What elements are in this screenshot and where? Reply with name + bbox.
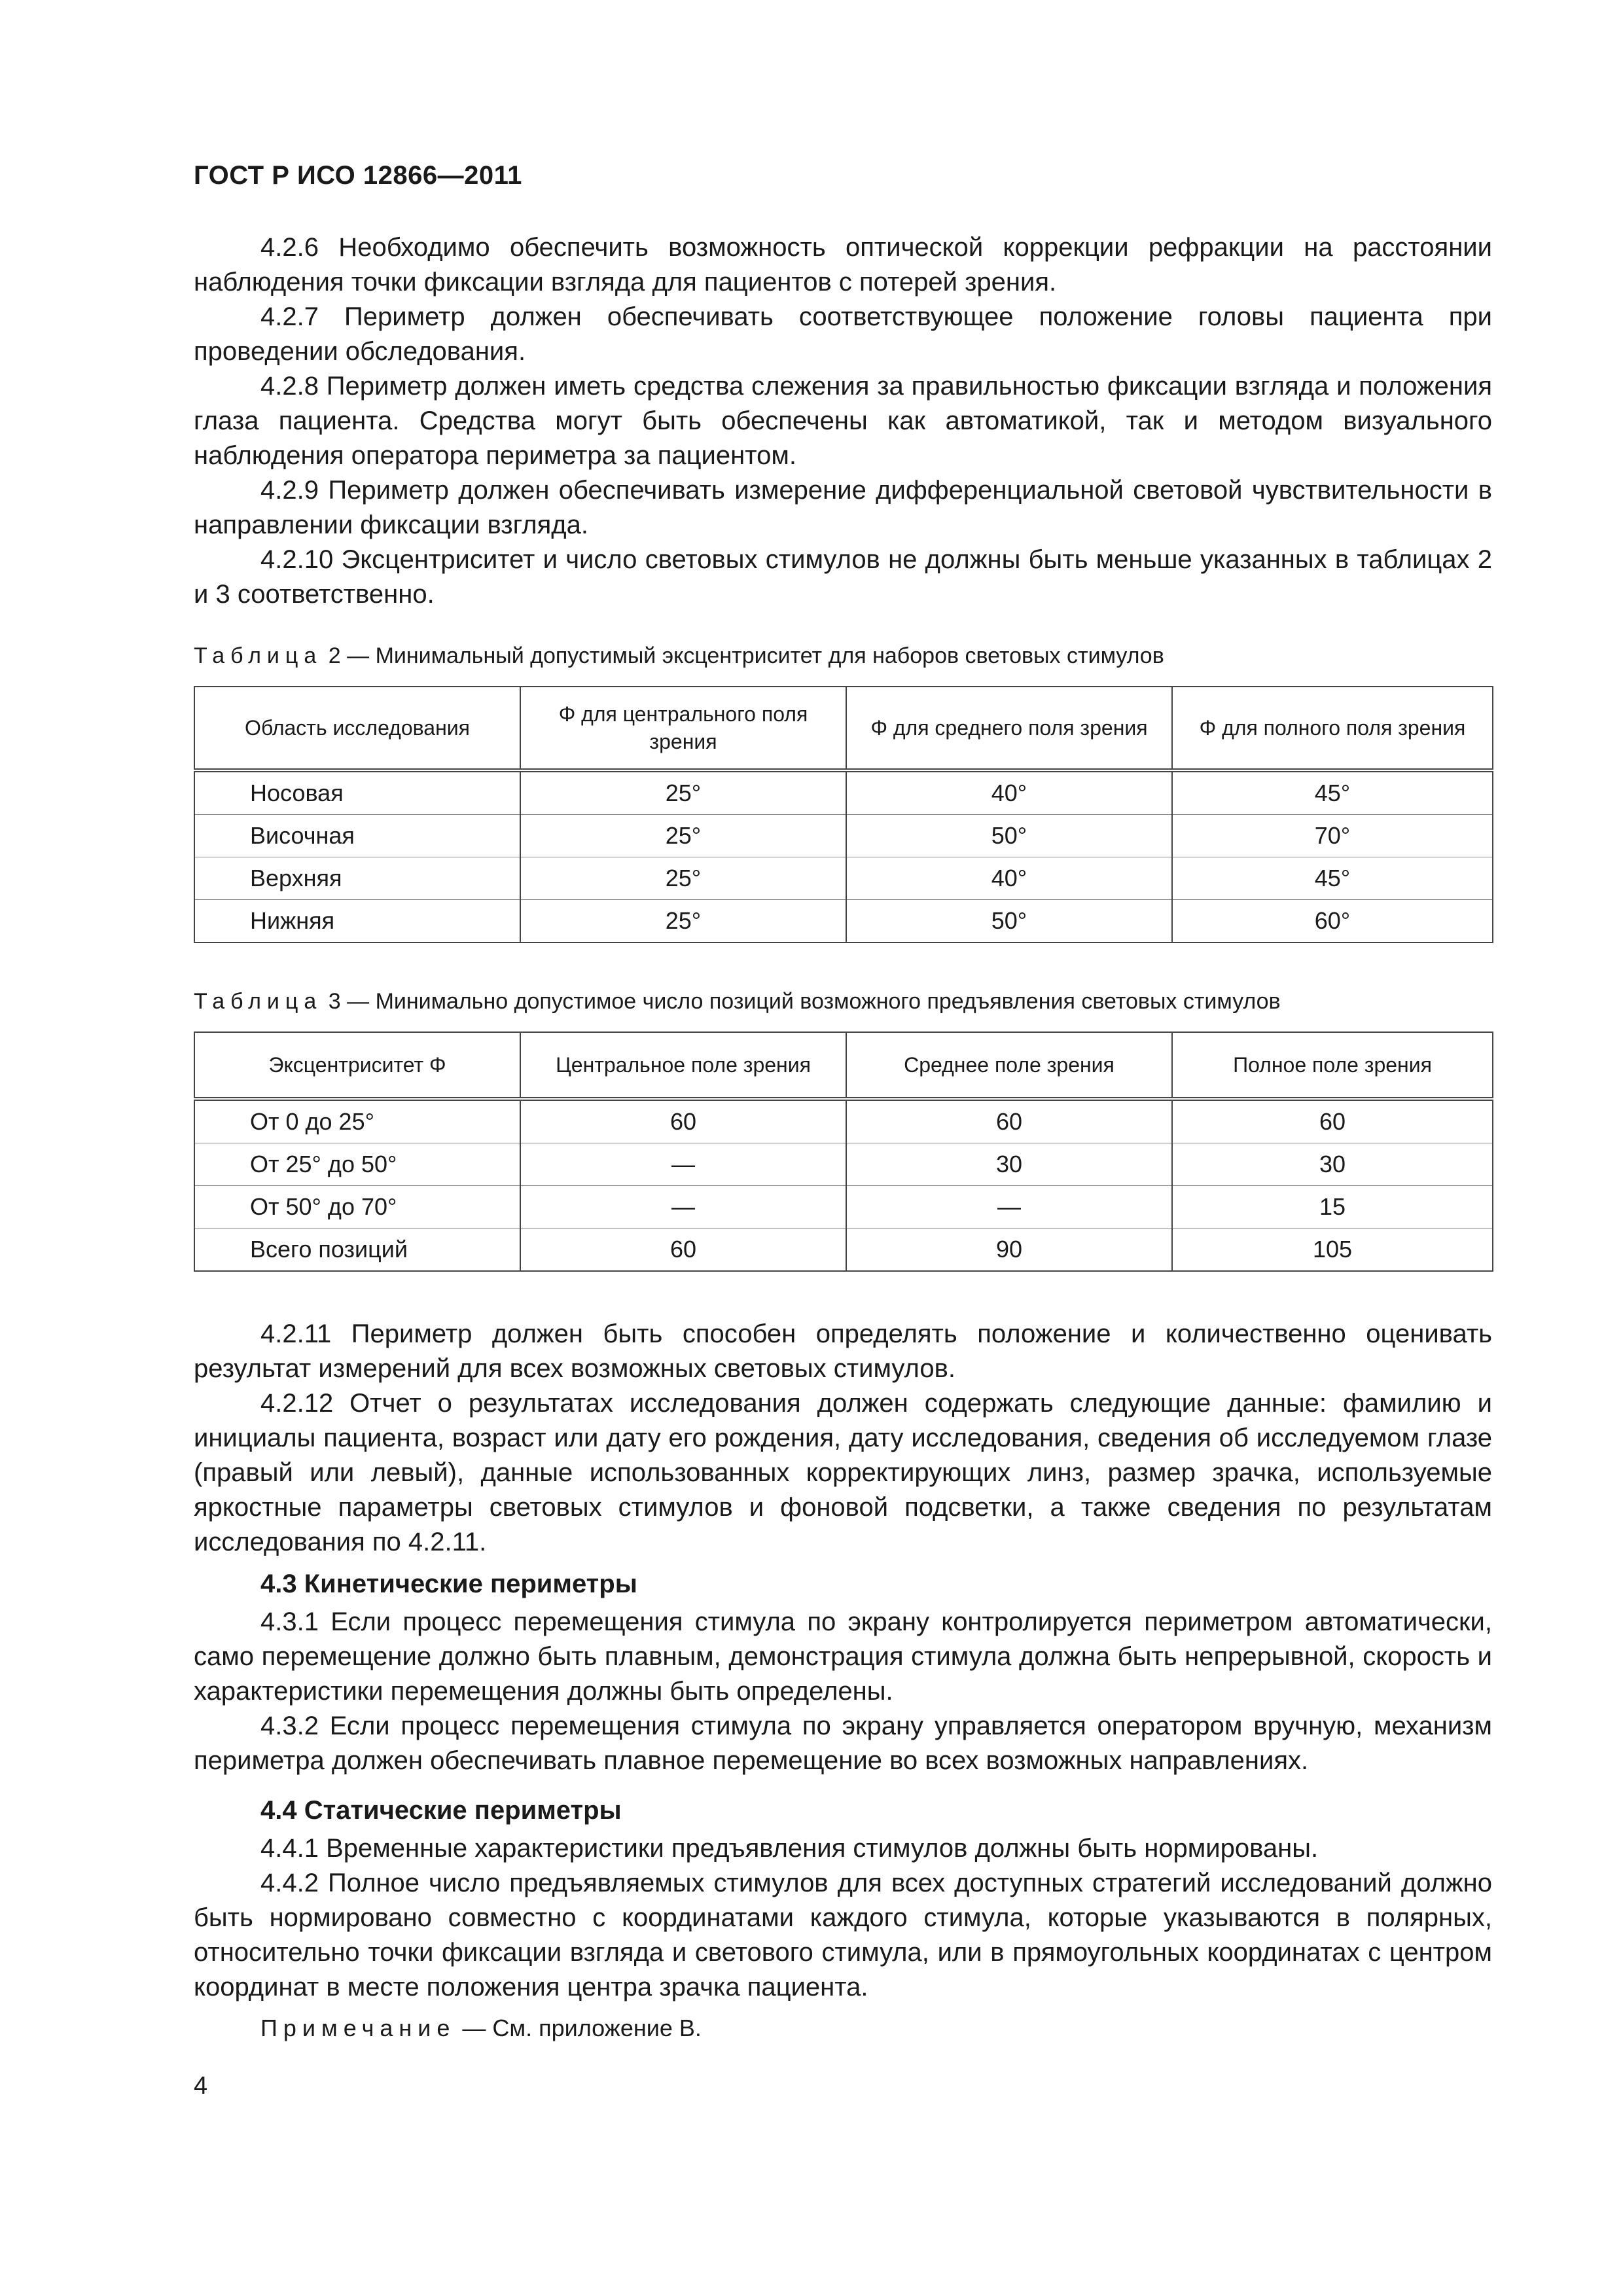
- table-cell: 40°: [846, 857, 1172, 900]
- table-cell: 45°: [1172, 857, 1493, 900]
- paragraph-4-4-2: 4.4.2 Полное число предъявляемых стимулов для всех доступных стратегий исследований должно быть нормировано совместно с координатами каждого стимула, которые указываются в полярных, относительно точки фиксации взгляда и светового стимула, или в прямоугольных координатах с центром координат в месте положения центра зрачка пациента.: [194, 1869, 1492, 2001]
- table3-header-eccentricity: Эксцентриситет Φ: [194, 1032, 520, 1099]
- paragraph-4-2-6: 4.2.6 Необходимо обеспечить возможность оптической коррекции рефракции на расстоянии наблюдения точки фиксации взгляда для пациентов с потерей зрения.: [194, 233, 1492, 296]
- intro-text: [194, 230, 1492, 612]
- paragraph-4-2-7: 4.2.7 Периметр должен обеспечивать соответствующее положение головы пациента при проведении обследования.: [194, 302, 1492, 366]
- table-cell: 40°: [846, 770, 1172, 815]
- table2-caption-text: 2 — Минимальный допустимый эксцентриситет для наборов световых стимулов: [328, 643, 1164, 668]
- page-number: 4: [194, 2072, 208, 2100]
- table-cell: 25°: [520, 815, 846, 857]
- table-cell: 60: [520, 1229, 846, 1272]
- note-text: — См. приложение В.: [462, 2015, 702, 2041]
- paragraph-4-3-1: 4.3.1 Если процесс перемещения стимула по экрану контролируется периметром автоматически, само перемещение должно быть плавным, демонстрация стимула должна быть непрерывной, скорость и характеристики перемещения должны быть определены.: [194, 1607, 1492, 1706]
- table-cell: —: [846, 1186, 1172, 1229]
- table-cell: 70°: [1172, 815, 1493, 857]
- paragraph-4-2-8: 4.2.8 Периметр должен иметь средства слежения за правильностью фиксации взгляда и положения глаза пациента. Средства могут быть обеспечены как автоматикой, так и методом визуального наблюдения оператора периметра за пациентом.: [194, 372, 1492, 470]
- table-cell: 25°: [520, 900, 846, 943]
- middle-text: [194, 1317, 1492, 1560]
- table-cell: Носовая: [194, 770, 520, 815]
- table-cell: Верхняя: [194, 857, 520, 900]
- table-cell: 60: [1172, 1099, 1493, 1143]
- table3-header-middle: Среднее поле зрения: [846, 1032, 1172, 1099]
- table2-header-full: Φ для полного поля зрения: [1172, 687, 1493, 770]
- table-row: [194, 815, 1493, 857]
- paragraph-4-2-12: 4.2.12 Отчет о результатах исследования должен содержать следующие данные: фамилию и инициалы пациента, возраст или дату его рождения, дату исследования, сведения об исследуемом глазе (правый или левый), данные использованных корректирующих линз, размер зрачка, используемые яркостные параметры световых стимулов и фоновой подсветки, а также сведения по результатам исследования по 4.2.11.: [194, 1389, 1492, 1556]
- table-cell: От 0 до 25°: [194, 1099, 520, 1143]
- section-4-3-heading: 4.3 Кинетические периметры: [260, 1570, 637, 1598]
- section-4-4-text: [194, 1831, 1492, 2005]
- table-cell: Всего позиций: [194, 1229, 520, 1272]
- table-cell: Нижняя: [194, 900, 520, 943]
- section-4-4-heading: 4.4 Статические периметры: [260, 1796, 622, 1825]
- table-cell: —: [520, 1186, 846, 1229]
- table3-caption-label: Таблица: [194, 989, 323, 1014]
- table2: [194, 686, 1493, 943]
- table-cell: 105: [1172, 1229, 1493, 1272]
- note-label: Примечание: [260, 2015, 456, 2041]
- table-row: [194, 900, 1493, 943]
- table-row: [194, 1143, 1493, 1186]
- document-header: ГОСТ Р ИСО 12866—2011: [194, 161, 522, 190]
- paragraph-4-2-9: 4.2.9 Периметр должен обеспечивать измерение дифференциальной световой чувствительности в направлении фиксации взгляда.: [194, 476, 1492, 539]
- table-cell: 30: [1172, 1143, 1493, 1186]
- table-cell: —: [520, 1143, 846, 1186]
- table-row: [194, 1229, 1493, 1272]
- table-cell: 90: [846, 1229, 1172, 1272]
- table-cell: 60°: [1172, 900, 1493, 943]
- table-row: [194, 1186, 1493, 1229]
- table-cell: 30: [846, 1143, 1172, 1186]
- table2-caption: [194, 643, 1164, 669]
- table-cell: 45°: [1172, 770, 1493, 815]
- table2-header-central: Φ для центрального поля зрения: [520, 687, 846, 770]
- table-cell: 15: [1172, 1186, 1493, 1229]
- paragraph-4-2-11: 4.2.11 Периметр должен быть способен определять положение и количественно оценивать результат измерений для всех возможных световых стимулов.: [194, 1319, 1492, 1383]
- table-cell: 50°: [846, 815, 1172, 857]
- table-cell: От 50° до 70°: [194, 1186, 520, 1229]
- table3-caption: [194, 988, 1281, 1014]
- table-cell: 60: [520, 1099, 846, 1143]
- table-cell: От 25° до 50°: [194, 1143, 520, 1186]
- table-row: [194, 857, 1493, 900]
- paragraph-4-4-1: 4.4.1 Временные характеристики предъявления стимулов должны быть нормированы.: [260, 1834, 1319, 1863]
- paragraph-4-2-10: 4.2.10 Эксцентриситет и число световых стимулов не должны быть меньше указанных в таблицах 2 и 3 соответственно.: [194, 545, 1492, 609]
- table3-header-central: Центральное поле зрения: [520, 1032, 846, 1099]
- table3-header-full: Полное поле зрения: [1172, 1032, 1493, 1099]
- table-cell: 50°: [846, 900, 1172, 943]
- table-cell: 60: [846, 1099, 1172, 1143]
- table2-header-region: Область исследования: [194, 687, 520, 770]
- table-cell: Височная: [194, 815, 520, 857]
- table-row: [194, 1099, 1493, 1143]
- table-row: [194, 770, 1493, 815]
- table2-caption-label: Таблица: [194, 643, 323, 668]
- table-cell: 25°: [520, 770, 846, 815]
- table3-header-row: [194, 1032, 1493, 1099]
- note: [260, 2015, 702, 2042]
- section-4-3-text: [194, 1605, 1492, 1778]
- table3-caption-text: 3 — Минимально допустимое число позиций возможного предъявления световых стимулов: [328, 989, 1281, 1014]
- table3: [194, 1031, 1493, 1272]
- table-cell: 25°: [520, 857, 846, 900]
- table2-header-middle: Φ для среднего поля зрения: [846, 687, 1172, 770]
- table2-header-row: [194, 687, 1493, 770]
- paragraph-4-3-2: 4.3.2 Если процесс перемещения стимула по экрану управляется оператором вручную, механизм периметра должен обеспечивать плавное перемещение во всех возможных направлениях.: [194, 1712, 1492, 1775]
